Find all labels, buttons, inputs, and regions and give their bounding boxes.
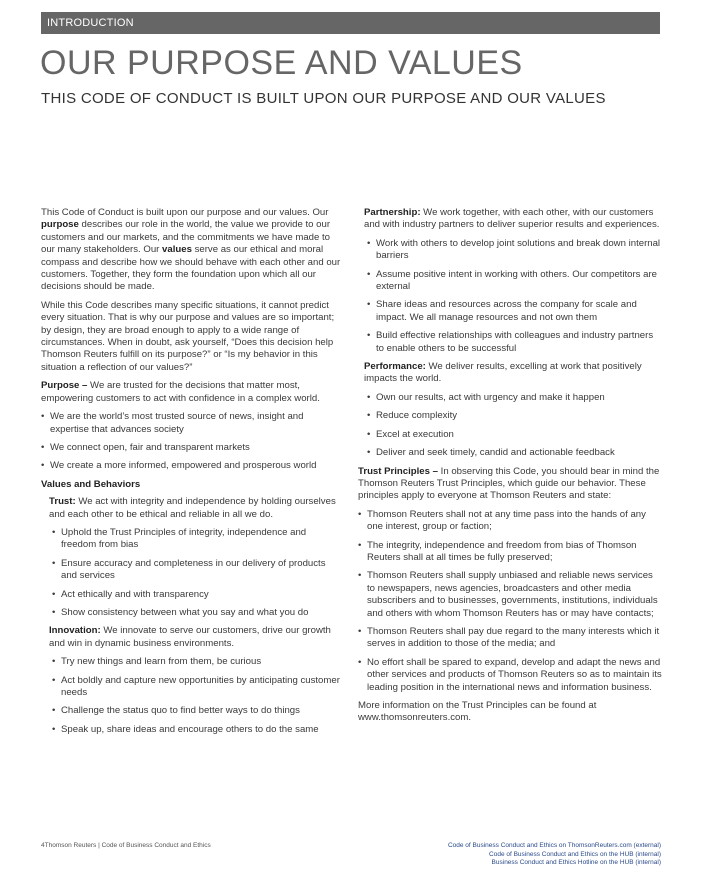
innovation-list <box>52 656 343 736</box>
list-item: • Act boldly and capture new opportunities by anticipating customer needs <box>52 675 343 700</box>
list-item: • Excel at execution <box>367 429 663 441</box>
partnership-list <box>367 238 663 355</box>
list-item: • Thomson Reuters shall not at any time pass into the hands of any one interest, group or faction; <box>358 509 663 534</box>
right-column <box>358 207 663 731</box>
footer-page-label: 4Thomson Reuters | Code of Business Conduct and Ethics <box>41 842 211 849</box>
list-item: • No effort shall be spared to expand, develop and adapt the news and other services and products of Thomson Reuters so as to maintain its leading position in the international news and information business. <box>358 657 663 694</box>
partnership-paragraph: Partnership: We work together, with each other, with our customers and with industry partners to deliver superior results and experiences. <box>364 207 660 231</box>
intro-paragraph-2: While this Code describes many specific situations, it cannot predict every situation. That is why our purpose and values are so important; by design, they are broad enough to apply to a wide range of circumstances. When in doubt, ask yourself, “Does this decision help Thomson Reuters fulfill on its purpose?” or “Is my behavior in this situation a reflection of our values?” <box>41 299 335 373</box>
innovation-paragraph: Innovation: We innovate to serve our customers, drive our growth and win in dynamic business environments. <box>49 625 331 649</box>
performance-list <box>367 392 663 460</box>
trust-principles-list <box>358 509 663 694</box>
list-item: • Show consistency between what you say and what you do <box>52 607 343 619</box>
list-item: • Own our results, act with urgency and make it happen <box>367 392 663 404</box>
purpose-paragraph: Purpose – We are trusted for the decisions that matter most, empowering customers to act with confidence in a complex world. <box>41 380 320 404</box>
list-item: • Act ethically and with transparency <box>52 589 343 601</box>
list-item: • Thomson Reuters shall supply unbiased and reliable news services to newspapers, news agencies, broadcasters and other media subscribers and to businesses, governments, institutions, individuals and others with whom Thomson Reuters has or may have contacts; <box>358 570 663 620</box>
partnership-section <box>364 207 663 460</box>
list-item: • We are the world’s most trusted source of news, insight and expertise that advances society <box>41 411 343 436</box>
trust-paragraph: Trust: We act with integrity and independence by holding ourselves and each other to be ethical and reliable in all we do. <box>49 496 336 520</box>
left-column <box>41 207 343 742</box>
list-item: • We create a more informed, empowered and prosperous world <box>41 460 343 472</box>
performance-paragraph: Performance: We deliver results, excelling at work that positively impacts the world. <box>364 361 642 385</box>
list-item: • Work with others to develop joint solutions and break down internal barriers <box>367 238 663 263</box>
trust-principles-more-info: More information on the Trust Principles can be found at www.thomsonreuters.com. <box>358 700 597 724</box>
list-item: • Build effective relationships with colleagues and industry partners to enable others to be successful <box>367 330 663 355</box>
list-item: • Uphold the Trust Principles of integrity, independence and freedom from bias <box>52 527 343 552</box>
list-item: • Try new things and learn from them, be curious <box>52 656 343 668</box>
list-item: • Speak up, share ideas and encourage others to do the same <box>52 724 343 736</box>
page-subtitle: THIS CODE OF CONDUCT IS BUILT UPON OUR PURPOSE AND OUR VALUES <box>41 90 606 107</box>
trust-section <box>49 496 343 736</box>
trust-principles-paragraph: Trust Principles – In observing this Code, you should bear in mind the Thomson Reuters Trust Principles, which guide our behavior. These principles apply to everyone at Thomson Reuters and state: <box>358 465 660 502</box>
list-item: • Ensure accuracy and completeness in our delivery of products and services <box>52 558 343 583</box>
list-item: • Reduce complexity <box>367 410 663 422</box>
footer-link-external[interactable]: Code of Business Conduct and Ethics on ThomsonReuters.com (external) <box>447 842 661 849</box>
list-item: • We connect open, fair and transparent markets <box>41 442 343 454</box>
page-title: OUR PURPOSE AND VALUES <box>40 44 523 82</box>
footer-link-hub[interactable]: Code of Business Conduct and Ethics on the HUB (internal) <box>489 850 661 858</box>
list-item: • Thomson Reuters shall pay due regard to the many interests which it serves in addition to those of the media; and <box>358 626 663 651</box>
footer-links <box>448 842 661 868</box>
footer-link-hotline[interactable]: Business Conduct and Ethics Hotline on the HUB (internal) <box>491 859 661 867</box>
intro-paragraph-1: This Code of Conduct is built upon our purpose and our values. Our purpose describes our role in the world, the value we provide to our customers and our markets, and the commitments we have made to our many stakeholders. Our values serve as our ethical and moral compass and describe how we should behave with each other and our customers. Together, they form the foundation upon which all our decisions should be made. <box>41 207 341 293</box>
trust-list <box>52 527 343 619</box>
section-label: INTRODUCTION <box>41 12 660 34</box>
list-item: • Challenge the status quo to find better ways to do things <box>52 705 343 717</box>
list-item: • Share ideas and resources across the company for scale and impact. We all manage resources and not own them <box>367 299 663 324</box>
list-item: • The integrity, independence and freedom from bias of Thomson Reuters shall at all times be fully preserved; <box>358 540 663 565</box>
purpose-list <box>41 411 343 473</box>
list-item: • Deliver and seek timely, candid and actionable feedback <box>367 447 663 459</box>
values-heading: Values and Behaviors <box>41 478 141 490</box>
list-item: • Assume positive intent in working with others. Our competitors are external <box>367 269 663 294</box>
